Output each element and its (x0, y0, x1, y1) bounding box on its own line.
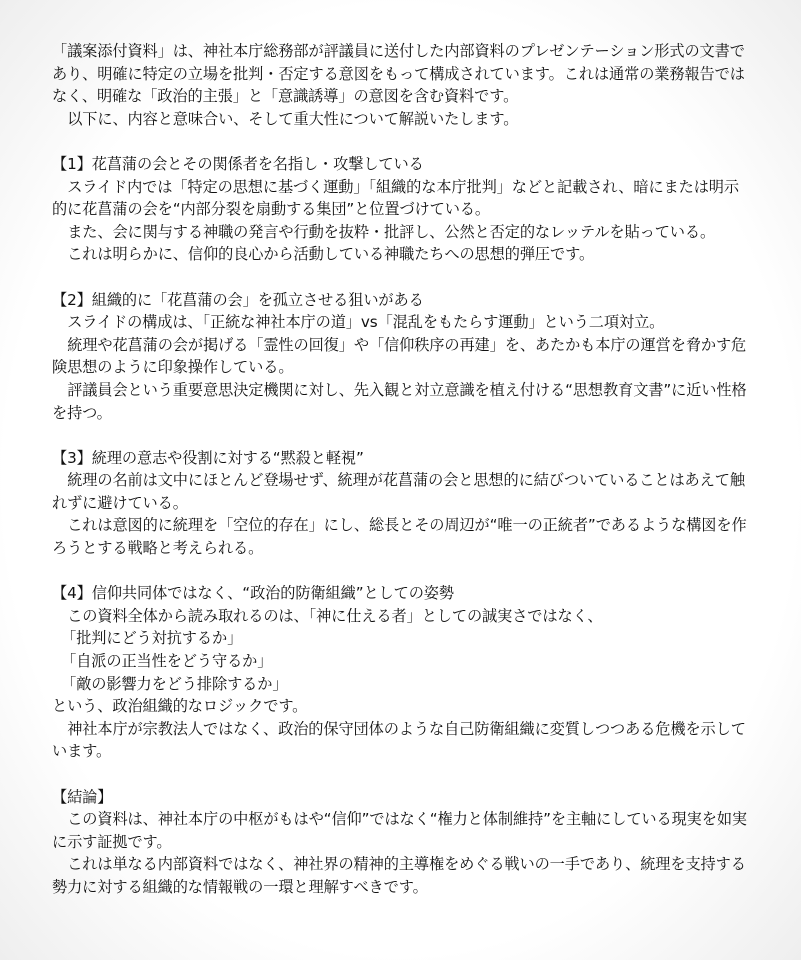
section-1-paragraph-3: これは明らかに、信仰的良心から活動している神職たちへの思想的弾圧です。 (67, 245, 595, 264)
section-2-paragraph-3: 評議員会という重要意思決定機関に対し、先入観と対立意識を植え付ける“思想教育文書”に近い性格を持つ。 (52, 380, 747, 422)
intro-lead-paragraph: 以下に、内容と意味合い、そして重大性について解説いたします。 (67, 109, 519, 128)
section-4-heading: 【4】信仰共同体ではなく、“政治的防衛組織”としての姿勢 (52, 584, 454, 603)
section-2-paragraph-1: スライドの構成は、「正統な神社本庁の道」vs「混乱をもたらす運動」という二項対立。 (67, 313, 665, 332)
section-1-paragraph-1: スライド内では「特定の思想に基づく運動」「組織的な本庁批判」などと記載され、暗にまたは明示的に花菖蒲の会を“内部分裂を扇動する集団”と位置づけている。 (52, 177, 739, 219)
document-body (52, 40, 752, 899)
spacer (52, 424, 752, 447)
section-4-quote-1: 「批判にどう対抗するか」 (61, 629, 243, 648)
conclusion-paragraph-2: これは単なる内部資料ではなく、神社界の精神的主導権をめぐる戦いの一手であり、統理を支持する勢力に対する組織的な情報戦の一環と理解すべきです。 (52, 855, 746, 896)
spacer (52, 763, 752, 786)
section-3-heading: 【3】統理の意志や役割に対する“黙殺と軽視” (52, 448, 364, 467)
section-4-quote-2: 「自派の正当性をどう守るか」 (61, 652, 273, 671)
section-1-heading: 【1】花菖蒲の会とその関係者を名指し・攻撃している (52, 154, 424, 173)
section-4-paragraph-1: この資料全体から読み取れるのは、「神に仕える者」としての誠実さではなく、 (67, 606, 603, 625)
intro-paragraph: 「議案添付資料」は、神社本庁総務部が評議員に送付した内部資料のプレゼンテーション形式の文書であり、明確に特定の立場を批判・否定する意図をもって構成されています。これは通常の業務報告ではなく、明確な「政治的主張」と「意識誘導」の意図を含む資料です。 (52, 42, 745, 106)
section-3-paragraph-2: これは意図的に統理を「空位的存在」にし、総長とその周辺が“唯一の正統者”であるような構図を作ろうとする戦略と考えられる。 (52, 516, 747, 558)
spacer (52, 130, 752, 153)
section-4-quote-3: 「敵の影響力をどう排除するか」 (61, 674, 288, 693)
section-4-paragraph-2: という、政治組織的なロジックです。 (52, 697, 308, 716)
conclusion-paragraph-1: この資料は、神社本庁の中枢がもはや“信仰”ではなく“権力と体制維持”を主軸にしている現実を如実に示す証拠です。 (52, 810, 748, 851)
section-2-paragraph-2: 統理や花菖蒲の会が掲げる「霊性の回復」や「信仰秩序の再建」を、あたかも本庁の運営を脅かす危険思想のように印象操作している。 (52, 335, 747, 377)
spacer (52, 266, 752, 289)
spacer (52, 560, 752, 583)
section-1-paragraph-2: また、会に関与する神職の発言や行動を抜粋・批評し、公然と否定的なレッテルを貼っている。 (67, 222, 716, 241)
section-2-heading: 【2】組織的に「花菖蒲の会」を孤立させる狙いがある (52, 290, 424, 309)
section-4-paragraph-3: 神社本庁が宗教法人ではなく、政治的保守団体のような自己防衛組織に変質しつつある危機を示しています。 (52, 719, 746, 761)
section-3-paragraph-1: 統理の名前は文中にほとんど登場せず、統理が花菖蒲の会と思想的に結びついていることはあえて触れずに避けている。 (52, 471, 745, 512)
conclusion-heading: 【結論】 (52, 787, 113, 806)
